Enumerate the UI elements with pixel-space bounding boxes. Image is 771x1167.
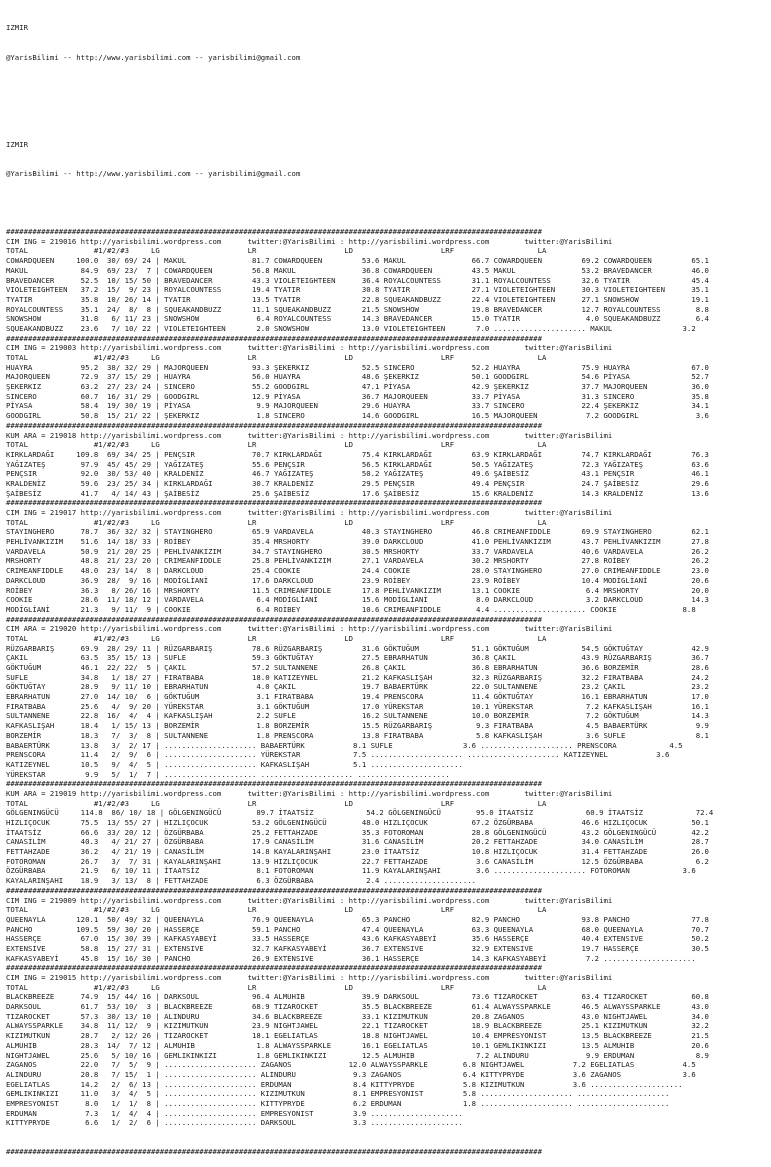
table-row: DARKCLOUD 36.9 28/ 9/ 16 | MODİGLİANİ 17.6 DARKCLOUD 23.9 ROİBEY 23.9 ROİBEY 10.4 MODİGLİANİ 20.6 [6,575,709,585]
separator-line: ########################################################################################################################## [6,963,542,973]
table-row: SINCERO 60.7 16/ 31/ 29 | GOODGIRL 12.9 PİYASA 36.7 MAJORQUEEN 33.7 PİYASA 31.3 SINCERO 35.8 [6,391,709,401]
table-row: SQUEAKANDBUZZ 23.6 7/ 10/ 22 | VIOLETEIGHTEEN 2.0 SNOWSHOW 13.0 VIOLETEIGHTEEN 7.0 ..................... MAKUL 3.2 [6,323,696,333]
table-row: ŞAİBESİZ 41.7 4/ 14/ 43 | ŞAİBESİZ 25.6 ŞAİBESİZ 17.6 ŞAİBESİZ 15.6 KRALDENİZ 14.3 KRALDENİZ 13.6 [6,488,709,498]
table-row: HIZLIÇOCUK 75.5 13/ 55/ 27 | HIZLIÇOCUK 53.2 GÖLGENINGÜCÜ 48.0 HIZLIÇOCUK 67.2 ÖZGÜRBABA 46.6 HIZLIÇOCUK 50.1 [6,818,709,827]
blank-line [6,111,771,121]
table-row: NIGHTJAWEL 25.6 5/ 10/ 16 | GEMLIKINKIZI 1.8 GEMLIKINKIZI 12.5 ALMUHIB 7.2 ALINDURU 9.9 ERDUMAN 8.9 [6,1050,709,1060]
table-row: VARDAVELA 50.9 21/ 20/ 25 | PEHLİVANKIZIM 34.7 STAYINGHERO 30.5 MRSHORTY 33.7 VARDAVELA 40.6 VARDAVELA 26.2 [6,546,709,556]
race-table [6,789,771,886]
table-row: KATIZEYNEL 10.5 9/ 4/ 5 | ..................... KAFKASLIŞAH 5.1 ..................... [6,759,463,769]
table-row: COOKIE 28.6 11/ 18/ 12 | VARDAVELA 6.4 MODİGLİANİ 15.6 MODİGLİANİ 8.0 DARKCLOUD 3.2 DARKCLOUD 14.3 [6,595,709,605]
table-row: GÖKTUĞTAY 28.9 9/ 11/ 10 | EBRARHATUN 4.0 ÇAKIL 19.7 BABAERTÜRK 22.0 SULTANNENE 23.2 ÇAKIL 23.2 [6,682,709,692]
blank-line [6,198,771,208]
table-row: ALMUHIB 28.3 14/ 7/ 12 | ALMUHIB 1.8 ALWAYSSPARKLE 16.1 EGELIATLAS 10.1 GEMLIKINKIZI 13.5 ALMUHIB 20.6 [6,1040,709,1050]
table-row: BRAVEDANCER 52.5 10/ 15/ 50 | BRAVEDANCER 43.3 VIOLETEIGHTEEN 36.4 ROYALCOUNTESS 31.1 ROYALCOUNTESS 32.6 TYATIR 45.4 [6,275,709,285]
table-row: BABAERTÜRK 13.8 3/ 2/ 17 | ..................... BABAERTÜRK 8.1 SUFLE 3.6 ..................... PRENSCORA 4.5 [6,740,683,750]
table-row: FIRATBABA 25.6 4/ 9/ 20 | YÜREKSTAR 3.1 GÖKTUĞUM 17.0 YÜREKSTAR 10.1 YÜREKSTAR 7.2 KAFKASLIŞAH 16.1 [6,701,709,711]
table-row: RÜZGARBARIŞ 69.9 28/ 29/ 11 | RÜZGARBARIŞ 78.6 RÜZGARBARIŞ 31.6 GÖKTUĞUM 51.1 GÖKTUĞUM 54.5 GÖKTUĞTAY 42.9 [6,643,709,653]
table-row: COWARDQUEEN 100.0 30/ 69/ 24 | MAKUL 81.7 COWARDQUEEN 53.6 MAKUL 66.7 COWARDQUEEN 69.2 COWARDQUEEN 65.1 [6,256,709,266]
column-header: TOTAL #1/#2/#3 LG LR LD LRF LA [6,517,547,527]
table-row: ROİBEY 36.3 8/ 26/ 16 | MRSHORTY 11.5 CRIMEANFIDDLE 17.8 PEHLİVANKIZIM 13.1 COOKIE 6.4 MRSHORTY 20.0 [6,585,709,595]
separator-line: ########################################################################################################################## [6,779,542,789]
column-header: TOTAL #1/#2/#3 LG LR LD LRF LA [6,633,547,643]
separator-line: ########################################################################################################################## [6,227,542,237]
table-row: PEHLİVANKIZIM 51.6 14/ 18/ 33 | ROİBEY 35.4 MRSHORTY 39.0 DARKCLOUD 41.0 PEHLİVANKIZIM 43.7 PEHLİVANKIZIM 27.8 [6,537,709,547]
table-row: GÖLGENINGÜCÜ 114.8 86/ 10/ 18 | GÖLGENINGÜCÜ 89.7 İTAATSİZ 54.2 GÖLGENINGÜCÜ 95.0 İTAATSİZ 60.9 İTAATSİZ 72.4 [6,808,714,818]
table-row: KIZIMUTKUN 28.7 2/ 12/ 26 | TIZAROCKET 18.1 EGELIATLAS 18.8 NIGHTJAWEL 10.4 EMPRESYONIST 13.5 BLACKBREEZE 21.5 [6,1031,709,1041]
table-row: EGELIATLAS 14.2 2/ 6/ 13 | ..................... ERDUMAN 8.4 KITTYPRYDE 5.8 KIZIMUTKUN 3.6 ..................... [6,1079,683,1089]
table-row: TYATIR 35.8 10/ 26/ 14 | TYATIR 13.5 TYATIR 22.8 SQUEAKANDBUZZ 22.4 VIOLETEIGHTEEN 27.1 SNOWSHOW 19.1 [6,294,709,304]
race-tables [6,227,771,1128]
table-row: MAKUL 84.9 69/ 23/ 7 | COWARDQUEEN 56.8 MAKUL 36.8 COWARDQUEEN 43.5 MAKUL 53.2 BRAVEDANCER 46.0 [6,265,709,275]
table-row: HASSERÇE 67.0 15/ 30/ 39 | KAFKASYABEYİ 33.5 HASSERÇE 43.6 KAFKASYABEYİ 35.6 HASSERÇE 40.4 EXTENSIVE 50.2 [6,934,709,944]
race-table [6,973,771,1128]
race-table [6,431,771,499]
table-row: PENÇSIR 92.0 30/ 53/ 40 | KRALDENİZ 46.7 YAĞIZATEŞ 50.2 YAĞIZATEŞ 49.6 ŞAİBESİZ 43.1 PENÇSIR 46.1 [6,469,709,479]
race-header: CIM ING = 219016 http://yarisbilimi.wordpress.com twitter:@YarisBilimi : http://yarisbilimi.wordpress.com twitter:@YarisBilimi [6,236,613,246]
table-row: GÖKTUĞUM 46.1 22/ 22/ 5 | ÇAKIL 57.2 SULTANNENE 26.8 ÇAKIL 36.8 EBRARHATUN 36.6 BORZEMİR 28.6 [6,663,709,672]
table-row: FETTAHZADE 36.2 4/ 21/ 19 | CANASİLİM 14.8 KAYALARINŞAHI 23.0 İTAATSİZ 10.8 HIZLIÇOCUK 31.4 FETTAHZADE 26.0 [6,847,709,857]
table-row: ÖZGÜRBABA 21.9 6/ 10/ 11 | İTAATSİZ 8.1 FOTOROMAN 11.9 KAYALARINŞAHI 3.6 ..................... FOTOROMAN 3.6 [6,866,696,876]
table-row: CRIMEANFIDDLE 48.0 23/ 14/ 8 | DARKCLOUD 25.4 COOKIE 24.4 COOKIE 28.0 STAYINGHERO 27.0 CRIMEANFIDDLE 23.0 [6,566,709,576]
table-row: GEMLIKINKIZI 11.0 3/ 4/ 5 | ..................... KIZIMUTKUN 8.1 EMPRESYONIST 5.8 ..................... ..................... [6,1089,670,1099]
table-row: BORZEMİR 18.3 7/ 3/ 8 | SULTANNENE 1.8 PRENSCORA 13.8 FIRATBABA 5.8 KAFKASLIŞAH 3.6 SUFLE 8.1 [6,730,709,740]
table-row: EBRARHATUN 27.0 14/ 10/ 6 | GÖKTUĞUM 3.1 FIRATBABA 19.4 PRENSCORA 11.4 GÖKTUĞTAY 16.1 EBRARHATUN 17.0 [6,692,709,702]
column-header: TOTAL #1/#2/#3 LG LR LD LRF LA [6,353,547,362]
table-row: EMPRESYONIST 8.0 1/ 1/ 8 | ..................... KITTYPRYDE 6.2 ERDUMAN 1.8 ..................... ..................... [6,1098,670,1108]
table-row: KRALDENİZ 59.6 23/ 25/ 34 | KIRKLARDAĞI 30.7 KRALDENİZ 29.5 PENÇSIR 49.4 PENÇSIR 24.7 ŞAİBESİZ 29.6 [6,478,709,488]
race-table [6,343,771,421]
column-header: TOTAL #1/#2/#3 LG LR LD LRF LA [6,440,547,450]
race-header: CIM ING = 219015 http://yarisbilimi.wordpress.com twitter:@YarisBilimi : http://yarisbilimi.wordpress.com twitter:@YarisBilimi [6,973,613,982]
race-table [6,624,771,779]
table-row: KAFKASYABEYİ 45.8 15/ 16/ 30 | PANCHO 26.9 EXTENSIVE 36.1 HASSERÇE 14.3 KAFKASYABEYİ 7.2 ..................... [6,953,696,963]
header-contact: @YarisBilimi -- http://www.yarisbilimi.com -- yarisbilimi@gmail.com [6,52,301,62]
table-row: EXTENSIVE 58.8 15/ 27/ 31 | EXTENSIVE 32.7 KAFKASYABEYİ 36.7 EXTENSIVE 32.9 EXTENSIVE 19.7 HASSERÇE 30.5 [6,943,709,953]
table-row: YAĞIZATEŞ 97.9 45/ 45/ 29 | YAĞIZATEŞ 55.6 PENÇSIR 56.5 KIRKLARDAĞI 50.5 YAĞIZATEŞ 72.3 YAĞIZATEŞ 63.6 [6,459,709,469]
results-document [6,4,771,1157]
race-header: CIM ING = 219017 http://yarisbilimi.wordpress.com twitter:@YarisBilimi : http://yarisbilimi.wordpress.com twitter:@YarisBilimi [6,508,613,517]
column-header: TOTAL #1/#2/#3 LG LR LD LRF LA [6,246,547,256]
table-row: SULTANNENE 22.8 16/ 4/ 4 | KAFKASLIŞAH 2.2 SUFLE 16.2 SULTANNENE 10.0 BORZEMİR 7.2 GÖKTUĞUM 14.3 [6,711,709,721]
race-header: CIM ING = 219003 http://yarisbilimi.wordpress.com twitter:@YarisBilimi : http://yarisbilimi.wordpress.com twitter:@YarisBilimi [6,343,613,353]
race-header: KUM ARA = 219019 http://yarisbilimi.wordpress.com twitter:@YarisBilimi : http://yarisbilimi.wordpress.com twitter:@YarisBilimi [6,788,613,798]
table-row: FOTOROMAN 26.7 3/ 7/ 31 | KAYALARINŞAHI 13.9 HIZLIÇOCUK 22.7 FETTAHZADE 3.6 CANASİLİM 12.5 ÖZGÜRBABA 6.2 [6,856,709,866]
header-city: IZMIR [6,23,28,33]
table-row: PİYASA 58.4 19/ 30/ 19 | PİYASA 9.9 MAJORQUEEN 29.6 HUAYRA 33.7 SINCERO 22.4 ŞEKERKIZ 34.1 [6,401,709,411]
table-row: KAFKASLIŞAH 18.4 1/ 15/ 13 | BORZEMİR 1.8 BORZEMİR 15.5 RÜZGARBARIŞ 9.3 FIRATBABA 4.5 BABAERTÜRK 9.9 [6,721,709,731]
table-row: KIRKLARDAĞI 109.8 69/ 34/ 25 | PENÇSIR 70.7 KIRKLARDAĞI 75.4 KIRKLARDAĞI 63.9 KIRKLARDAĞI 74.7 KIRKLARDAĞI 76.3 [6,449,709,459]
table-row: PANCHO 109.5 59/ 30/ 20 | HASSERÇE 59.1 PANCHO 47.4 QUEENAYLA 63.3 QUEENAYLA 68.0 QUEENAYLA 70.7 [6,924,709,934]
table-row: KITTYPRYDE 6.6 1/ 2/ 6 | ..................... DARKSOUL 3.3 ..................... [6,1118,463,1128]
race-header: CIM ING = 219009 http://yarisbilimi.wordpress.com twitter:@YarisBilimi : http://yarisbilimi.wordpress.com twitter:@YarisBilimi [6,895,613,905]
separator-line: ########################################################################################################################## [6,1147,542,1157]
race-table [6,237,771,334]
table-row: HUAYRA 95.2 38/ 32/ 29 | MAJORQUEEN 93.3 ŞEKERKIZ 52.5 SINCERO 52.2 HUAYRA 75.9 HUAYRA 67.0 [6,362,709,372]
header-city: IZMIR [6,139,28,149]
race-table [6,508,771,615]
separator-line: ########################################################################################################################## [6,885,542,895]
header-contact: @YarisBilimi -- http://www.yarisbilimi.com -- yarisbilimi@gmail.com [6,168,301,178]
table-row: SNOWSHOW 31.8 6/ 11/ 23 | SNOWSHOW 6.4 ROYALCOUNTESS 14.3 BRAVEDANCER 15.0 TYATIR 4.0 SQUEAKANDBUZZ 6.4 [6,314,709,324]
table-row: MRSHORTY 48.8 21/ 23/ 20 | CRIMEANFIDDLE 25.8 PEHLİVANKIZIM 27.1 VARDAVELA 30.2 MRSHORTY 27.8 ROİBEY 26.2 [6,556,709,566]
table-row: SUFLE 34.8 1/ 18/ 27 | FIRATBABA 18.0 KATIZEYNEL 21.2 KAFKASLIŞAH 32.3 RÜZGARBARIŞ 32.2 FIRATBABA 24.2 [6,672,709,682]
column-header: TOTAL #1/#2/#3 LG LR LD LRF LA [6,982,547,992]
table-row: CANASİLİM 40.3 4/ 21/ 27 | ÖZGÜRBABA 17.9 CANASİLİM 31.6 CANASİLİM 20.2 FETTAHZADE 34.0 CANASİLİM 28.7 [6,837,709,847]
table-row: YÜREKSTAR 9.9 5/ 1/ 7 | ..................... ..................... ..................... [6,769,450,779]
separator-line: ########################################################################################################################## [6,420,542,430]
table-row: MAJORQUEEN 72.9 37/ 15/ 29 | HUAYRA 56.0 HUAYRA 48.6 ŞEKERKIZ 50.1 GOODGIRL 54.6 PİYASA 52.7 [6,372,709,382]
column-header: TOTAL #1/#2/#3 LG LR LD LRF LA [6,798,547,808]
table-row: DARKSOUL 61.7 53/ 10/ 3 | BLACKBREEZE 68.9 TIZAROCKET 35.5 BLACKBREEZE 61.4 ALWAYSSPARKLE 46.5 ALWAYSSPARKLE 43.0 [6,1002,709,1012]
table-row: GOODGIRL 50.8 15/ 21/ 22 | ŞEKERKIZ 1.8 SINCERO 14.6 GOODGIRL 16.5 MAJORQUEEN 7.2 GOODGIRL 3.6 [6,411,709,421]
table-row: ALWAYSSPARKLE 34.8 11/ 12/ 9 | KIZIMUTKUN 23.9 NIGHTJAWEL 22.1 TIZAROCKET 18.9 BLACKBREEZE 25.1 KIZIMUTKUN 32.2 [6,1021,709,1031]
table-row: ALINDURU 20.8 7/ 15/ 1 | ..................... ALINDURU 9.3 ZAGANOS 6.4 KITTYPRYDE 3.6 ZAGANOS 3.6 [6,1069,696,1079]
table-row: QUEENAYLA 120.1 50/ 49/ 32 | QUEENAYLA 76.9 QUEENAYLA 65.3 PANCHO 82.9 PANCHO 93.8 PANCHO 77.8 [6,914,709,924]
race-table [6,896,771,964]
table-row: PRENSCORA 11.4 2/ 9/ 6 | ..................... YÜREKSTAR 7.5 ..................... ..................... KATIZEYNEL 3.6 [6,750,670,760]
table-row: İTAATSİZ 66.6 33/ 20/ 12 | ÖZGÜRBABA 25.2 FETTAHZADE 35.3 FOTOROMAN 28.8 GÖLGENINGÜCÜ 43.2 GÖLGENINGÜCÜ 42.2 [6,827,709,837]
race-header: CIM ARA = 219020 http://yarisbilimi.wordpress.com twitter:@YarisBilimi : http://yarisbilimi.wordpress.com twitter:@YarisBilimi [6,624,613,634]
separator-line: ########################################################################################################################## [6,333,542,343]
table-row: ZAGANOS 22.0 7/ 5/ 9 | ..................... ZAGANOS 12.0 ALWAYSSPARKLE 6.8 NIGHTJAWEL 7.2 EGELIATLAS 4.5 [6,1060,696,1070]
separator-line: ########################################################################################################################## [6,498,542,508]
race-header: KUM ARA = 219018 http://yarisbilimi.wordpress.com twitter:@YarisBilimi : http://yarisbilimi.wordpress.com twitter:@YarisBilimi [6,430,613,440]
table-row: TIZAROCKET 57.3 30/ 13/ 10 | ALINDURU 34.6 BLACKBREEZE 33.1 KIZIMUTKUN 20.8 ZAGANOS 43.0 NIGHTJAWEL 34.0 [6,1011,709,1021]
table-row: STAYINGHERO 78.7 36/ 32/ 32 | STAYINGHERO 65.9 VARDAVELA 40.3 STAYINGHERO 46.8 CRIMEANFIDDLE 69.9 STAYINGHERO 62.1 [6,527,709,537]
table-row: ŞEKERKIZ 63.2 27/ 23/ 24 | SINCERO 55.2 GOODGIRL 47.1 PİYASA 42.9 ŞEKERKIZ 37.7 MAJORQUEEN 36.0 [6,382,709,392]
table-row: BLACKBREEZE 74.9 15/ 44/ 16 | DARKSOUL 96.4 ALMUHIB 39.9 DARKSOUL 73.6 TIZAROCKET 63.4 TIZAROCKET 60.8 [6,992,709,1002]
separator-line: ########################################################################################################################## [6,614,542,624]
column-header: TOTAL #1/#2/#3 LG LR LD LRF LA [6,905,547,915]
table-row: ÇAKIL 63.5 35/ 15/ 13 | SUFLE 59.3 GÖKTUĞTAY 27.5 EBRARHATUN 36.8 ÇAKIL 43.9 RÜZGARBARIŞ 36.7 [6,653,709,663]
table-row: VIOLETEIGHTEEN 37.2 15/ 9/ 23 | ROYALCOUNTESS 19.4 TYATIR 30.8 TYATIR 27.1 VIOLETEIGHTEEN 30.3 VIOLETEIGHTEEN 35.1 [6,285,709,295]
blank-line [6,82,771,92]
table-row: MODİGLİANİ 21.3 9/ 11/ 9 | COOKIE 6.4 ROİBEY 10.6 CRIMEANFIDDLE 4.4 ..................... COOKIE 8.8 [6,604,696,614]
table-row: ERDUMAN 7.3 1/ 4/ 4 | ..................... EMPRESYONIST 3.9 ..................... [6,1108,463,1118]
table-row: KAYALARINŞAHI 18.9 3/ 13/ 8 | FETTAHZADE 6.3 ÖZGÜRBABA 2.4 ..................... [6,876,477,886]
table-row: ROYALCOUNTESS 35.1 24/ 8/ 8 | SQUEAKANDBUZZ 11.1 SQUEAKANDBUZZ 21.5 SNOWSHOW 19.8 BRAVEDANCER 12.7 ROYALCOUNTESS 8.8 [6,304,709,314]
